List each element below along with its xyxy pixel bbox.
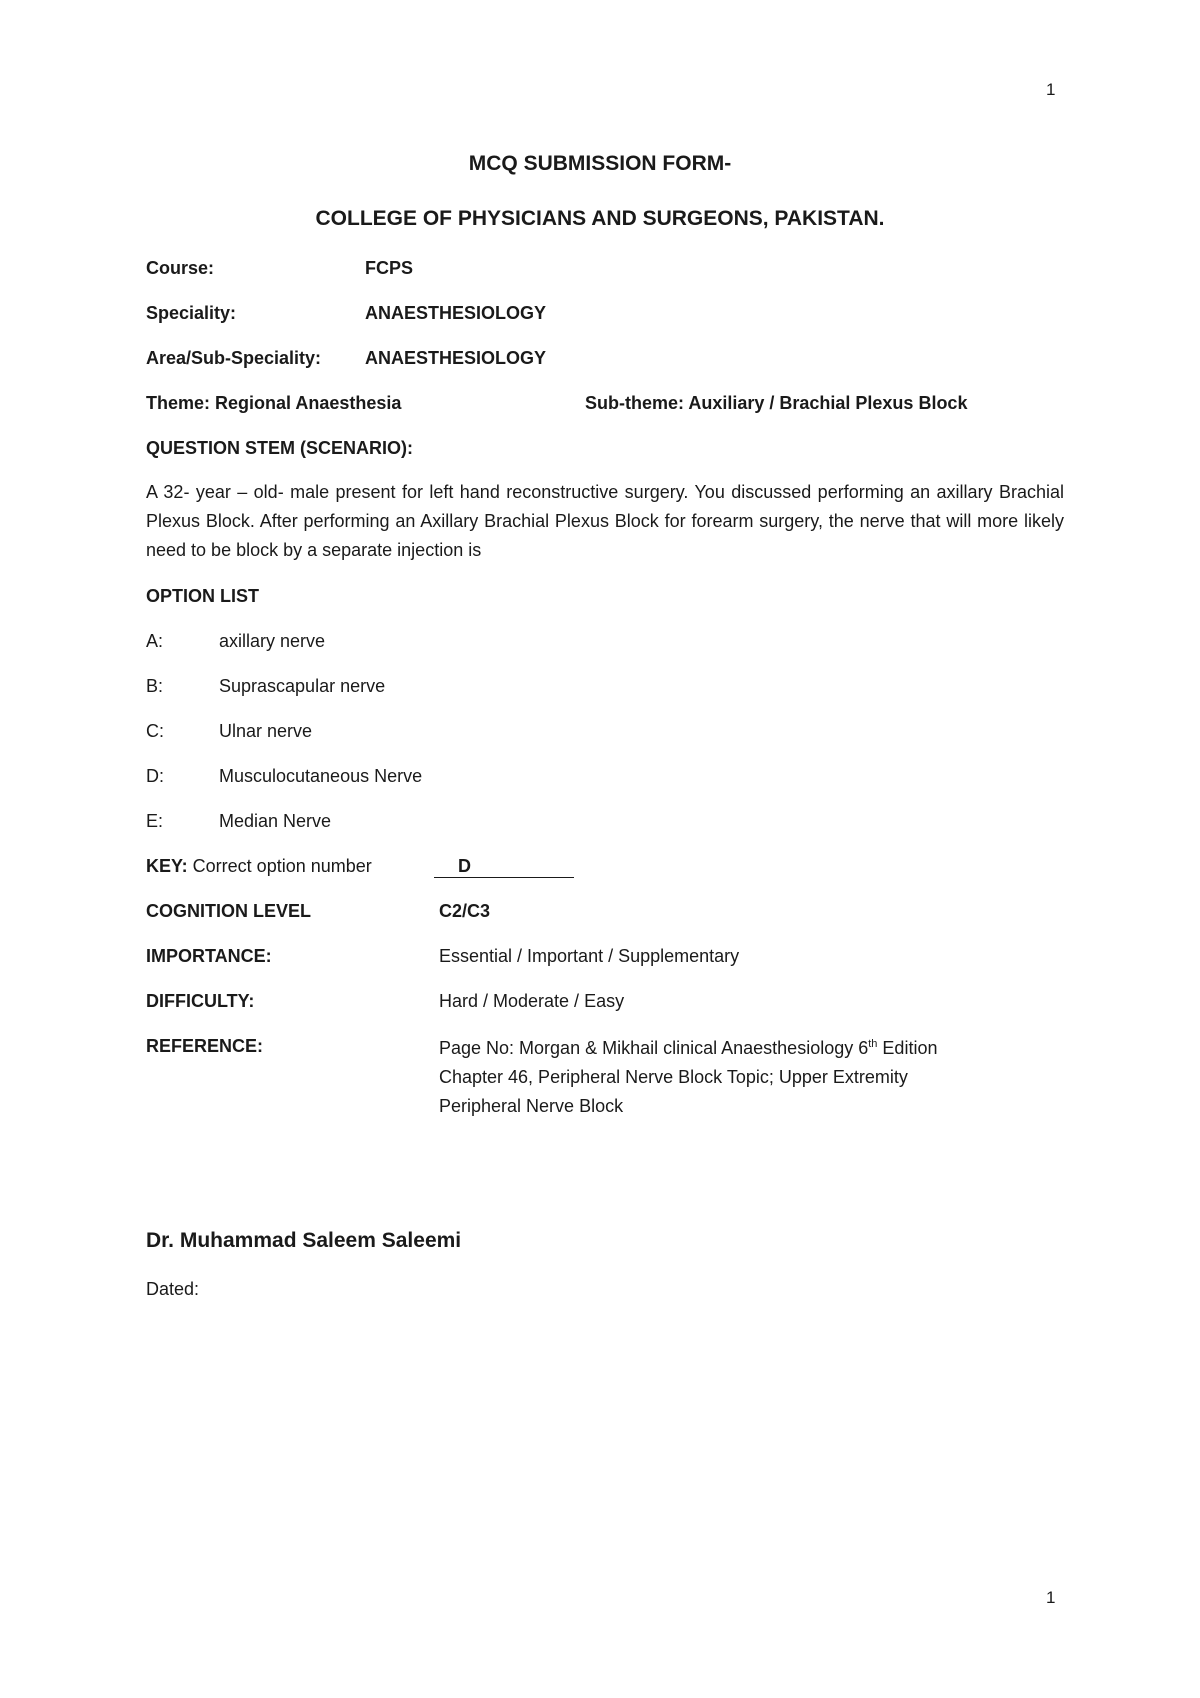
option-letter: D: (146, 766, 164, 786)
option-text: Musculocutaneous Nerve (219, 766, 423, 786)
option-letter: E: (146, 811, 164, 831)
importance-value: Essential / Important / Supplementary (439, 946, 740, 966)
course-value: FCPS (365, 258, 414, 278)
reference-superscript: th (868, 1038, 878, 1050)
cognition-label: COGNITION LEVEL (146, 901, 312, 921)
key-label (146, 854, 372, 878)
reference-line-3: Peripheral Nerve Block (439, 1096, 624, 1116)
option-letter: C: (146, 721, 164, 741)
reference-line-1 (439, 1030, 1039, 1063)
speciality-value: ANAESTHESIOLOGY (365, 303, 547, 323)
option-text: Median Nerve (219, 811, 332, 831)
area-label: Area/Sub-Speciality: (146, 348, 322, 368)
option-text: Suprascapular nerve (219, 676, 386, 696)
option-list-heading: OPTION LIST (146, 586, 260, 606)
question-text: A 32- year – old- male present for left hand reconstructive surgery. You discussed performing an axillary Brachial Plexus Block. After performing an Axillary Brachial Plexus Block for forearm surgery, the nerve that will more likely need to be block by a separate injection is (146, 482, 1064, 560)
page-number-bottom: 1 (1046, 1588, 1056, 1607)
theme: Theme: Regional Anaesthesia (146, 393, 402, 413)
reference-line-1-text: Page No: Morgan & Mikhail clinical Anaesthesiology 6 (439, 1038, 869, 1058)
importance-label: IMPORTANCE: (146, 946, 272, 966)
institution-title: COLLEGE OF PHYSICIANS AND SURGEONS, PAKISTAN. (315, 207, 885, 230)
question-heading: QUESTION STEM (SCENARIO): (146, 438, 414, 458)
subtheme: Sub-theme: Auxiliary / Brachial Plexus Block (585, 393, 968, 413)
dated-label: Dated: (146, 1279, 200, 1299)
reference-value (439, 1030, 1039, 1121)
course-label: Course: (146, 258, 215, 278)
reference-label: REFERENCE: (146, 1036, 264, 1056)
option-text: Ulnar nerve (219, 721, 313, 741)
key-answer (434, 854, 574, 878)
speciality-label: Speciality: (146, 303, 237, 323)
form-title: MCQ SUBMISSION FORM- (468, 152, 732, 175)
reference-line-1-edition: Edition (877, 1038, 938, 1058)
option-letter: A: (146, 631, 164, 651)
area-value: ANAESTHESIOLOGY (365, 348, 547, 368)
cognition-value: C2/C3 (439, 901, 491, 921)
difficulty-label: DIFFICULTY: (146, 991, 255, 1011)
signature-name: Dr. Muhammad Saleem Saleemi (146, 1229, 462, 1252)
option-text: axillary nerve (219, 631, 326, 651)
difficulty-value: Hard / Moderate / Easy (439, 991, 625, 1011)
reference-line-2: Chapter 46, Peripheral Nerve Block Topic; Upper Extremity (439, 1067, 908, 1087)
key-label-bold: KEY: (146, 856, 188, 876)
key-label-rest: Correct option number (187, 856, 372, 876)
key-answer-value: D (434, 855, 574, 878)
option-letter: B: (146, 676, 164, 696)
page-number-top: 1 (1046, 80, 1056, 99)
